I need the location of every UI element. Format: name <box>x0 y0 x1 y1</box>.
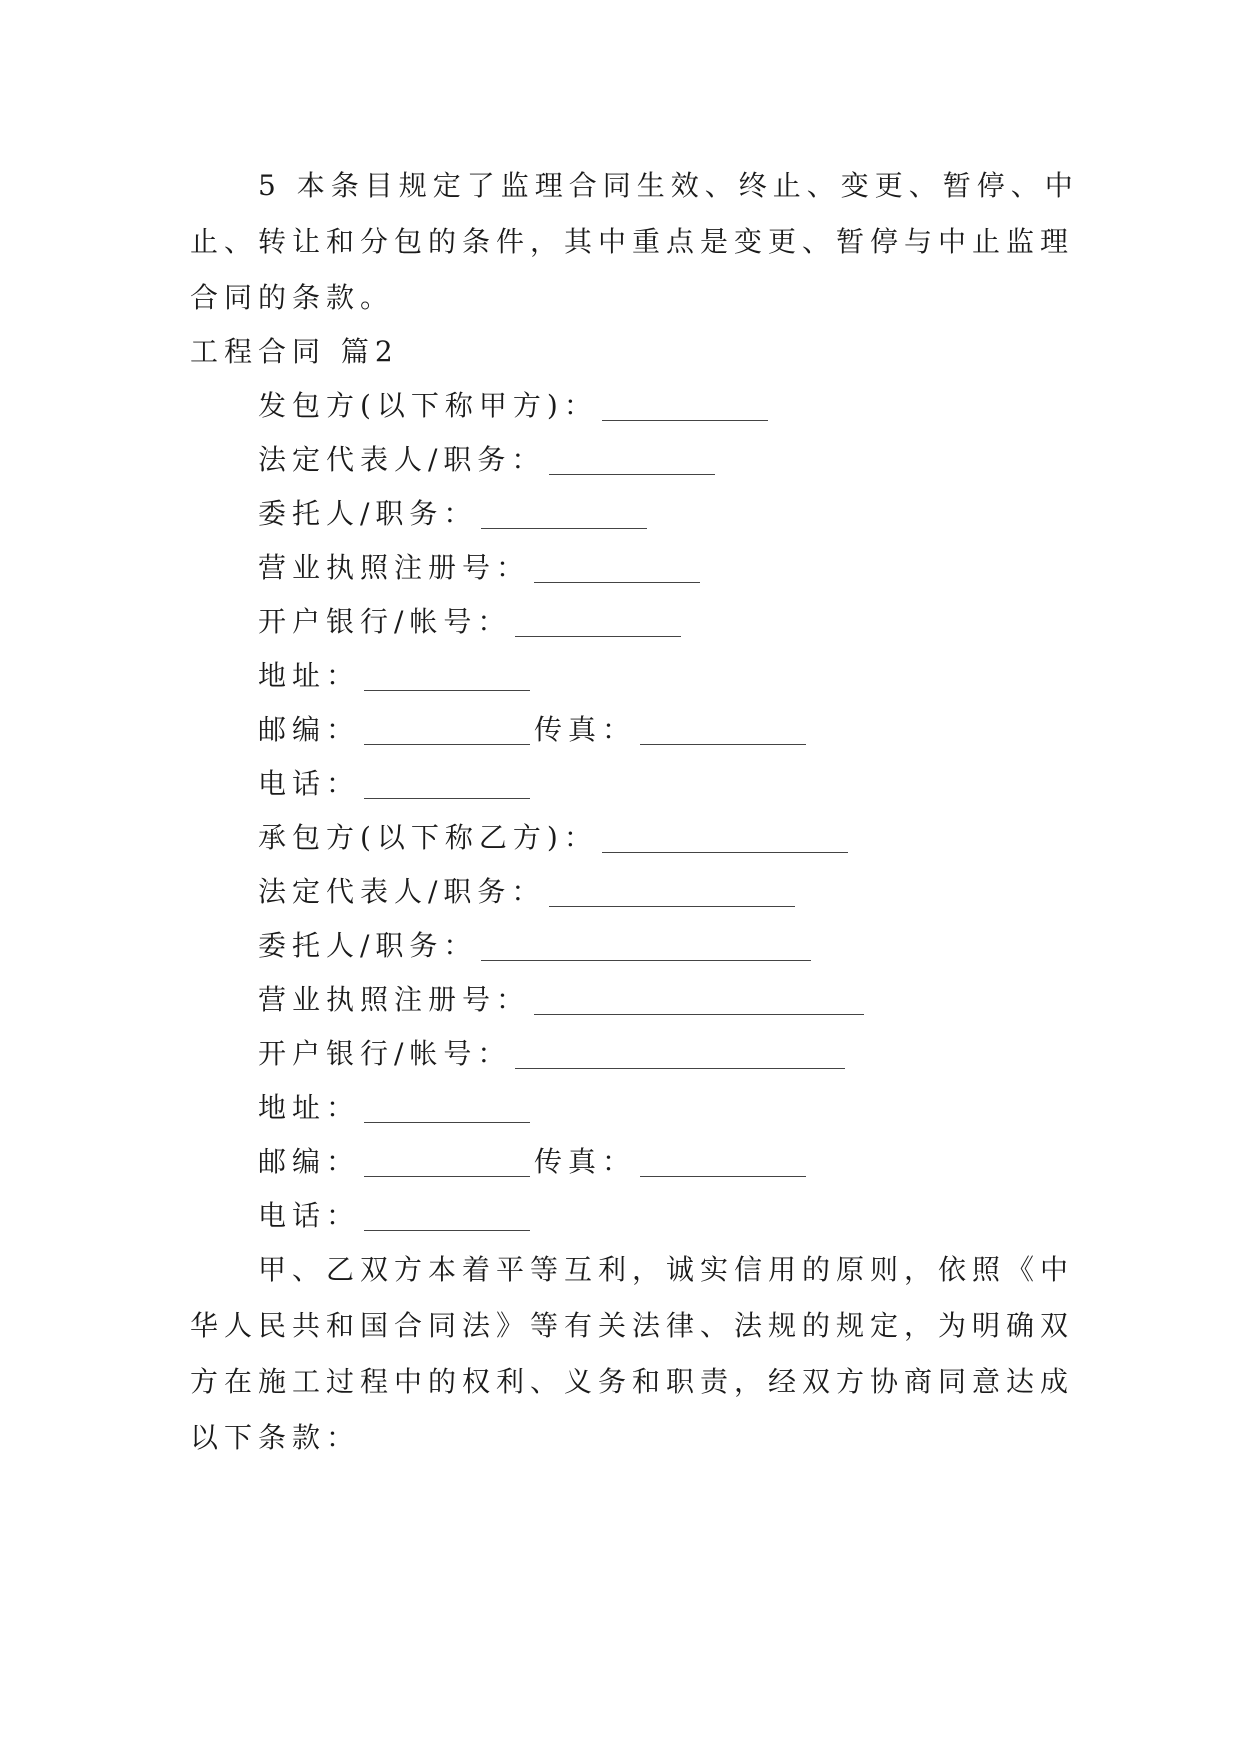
intro-paragraph-line: 合同的条款。 <box>190 281 395 314</box>
party-b-license-field <box>258 980 868 1020</box>
field-label: 发包方(以下称甲方)： <box>258 389 598 422</box>
intro-paragraph-line: 止、转让和分包的条件，其中重点是变更、暂停与中止监理 <box>190 225 1075 258</box>
field-label: 地址： <box>258 1091 361 1124</box>
fill-blank <box>364 1204 530 1231</box>
fill-blank <box>640 1150 806 1177</box>
fill-blank <box>515 1042 845 1069</box>
fill-blank <box>364 1096 530 1123</box>
fill-blank <box>549 448 715 475</box>
field-label: 传真： <box>534 713 637 746</box>
party-a-agent-field <box>258 494 651 534</box>
closing-paragraph-line: 甲、乙双方本着平等互利，诚实信用的原则，依照《中 <box>258 1253 1075 1286</box>
fill-blank <box>364 1150 530 1177</box>
fill-blank <box>534 556 700 583</box>
party-b-legal-rep-field <box>258 872 799 912</box>
field-label: 电话： <box>258 767 361 800</box>
party-b-bank-field <box>258 1034 849 1074</box>
closing-paragraph-line: 方在施工过程中的权利、义务和职责，经双方协商同意达成 <box>190 1365 1075 1398</box>
fill-blank <box>602 826 848 853</box>
field-label: 传真： <box>534 1145 637 1178</box>
fill-blank <box>602 394 768 421</box>
party-a-legal-rep-field <box>258 440 719 480</box>
fill-blank <box>364 664 530 691</box>
party-a-bank-field <box>258 602 685 642</box>
party-a-title-field <box>258 386 772 426</box>
fill-blank <box>549 880 795 907</box>
party-b-postcode-fax-field <box>258 1142 810 1182</box>
party-a-phone-field <box>258 764 534 804</box>
field-label: 营业执照注册号： <box>258 551 531 584</box>
fill-blank <box>364 718 530 745</box>
field-label: 邮编： <box>258 1145 361 1178</box>
field-label: 地址： <box>258 659 361 692</box>
fill-blank <box>534 988 864 1015</box>
closing-paragraph-line: 以下条款： <box>190 1421 361 1454</box>
fill-blank <box>515 610 681 637</box>
intro-paragraph-line: 5 本条目规定了监理合同生效、终止、变更、暂停、中 <box>258 169 1079 202</box>
party-b-agent-field <box>258 926 815 966</box>
field-label: 承包方(以下称乙方)： <box>258 821 598 854</box>
party-b-phone-field <box>258 1196 534 1236</box>
field-label: 法定代表人/职务： <box>258 443 546 476</box>
fill-blank <box>481 502 647 529</box>
field-label: 营业执照注册号： <box>258 983 531 1016</box>
fill-blank <box>640 718 806 745</box>
field-label: 开户银行/帐号： <box>258 1037 512 1070</box>
field-label: 电话： <box>258 1199 361 1232</box>
field-label: 委托人/职务： <box>258 497 478 530</box>
party-a-address-field <box>258 656 534 696</box>
section-heading: 工程合同 篇2 <box>190 335 399 368</box>
fill-blank <box>364 772 530 799</box>
party-a-postcode-fax-field <box>258 710 810 750</box>
party-b-address-field <box>258 1088 534 1128</box>
field-label: 开户银行/帐号： <box>258 605 512 638</box>
field-label: 法定代表人/职务： <box>258 875 546 908</box>
field-label: 邮编： <box>258 713 361 746</box>
party-b-title-field <box>258 818 852 858</box>
field-label: 委托人/职务： <box>258 929 478 962</box>
closing-paragraph-line: 华人民共和国合同法》等有关法律、法规的规定，为明确双 <box>190 1309 1075 1342</box>
fill-blank <box>481 934 811 961</box>
party-a-license-field <box>258 548 704 588</box>
